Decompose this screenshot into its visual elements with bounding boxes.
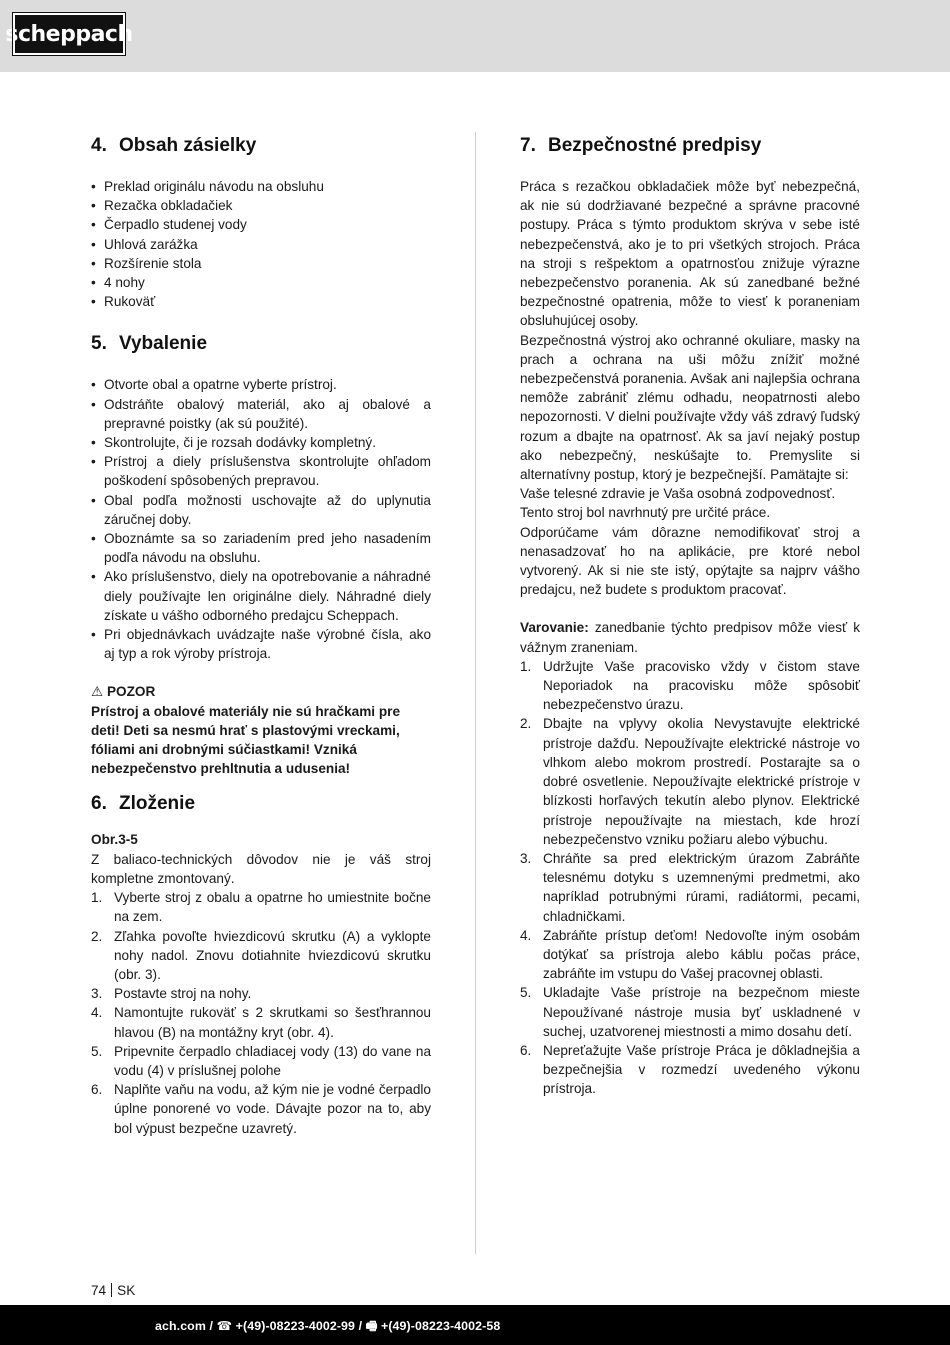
list-item: 4. Zabráňte prístup deťom! Nedovoľte iným osobám dotýkať sa prístroja alebo káblu počas práce, zabráňte im vstupu do Vašej pracovnej oblasti. bbox=[520, 927, 860, 982]
list-item: 6. Nepreťažujte Vaše prístroje Práca je dôkladnejšia a bezpečnejšia v rozmedzí uvedeného výkonu prístroja. bbox=[520, 1042, 860, 1097]
list-item: • 4 nohy bbox=[91, 273, 431, 292]
section-4-heading: 4. Obsah zásielky bbox=[91, 135, 257, 156]
delivery-list bbox=[91, 177, 431, 311]
page-footer bbox=[0, 1305, 950, 1345]
warning-block bbox=[91, 682, 431, 778]
figure-reference: Obr.3-5 bbox=[91, 832, 138, 848]
list-item: • Uhlová zarážka bbox=[91, 235, 431, 254]
paragraph: Tento stroj bol navrhnutý pre určité práce. bbox=[520, 505, 771, 521]
list-item: • Skontrolujte, či je rozsah dodávky kompletný. bbox=[91, 433, 431, 452]
page-number: 74 SK bbox=[91, 1283, 136, 1298]
list-item: 5. Pripevnite čerpadlo chladiacej vody (13) do vane na vodu (4) v príslušnej polohe bbox=[91, 1043, 431, 1078]
list-item: 2. Dbajte na vplyvy okolia Nevystavujte elektrické prístroje dažďu. Nepoužívajte elektrické nástroje vo vlhkom alebo mokrom prostredí. Postarajte sa o dobré osvetlenie. Nepoužívajte elektrické prístroje v blízkosti horľavých tekutín alebo plynov. Elektrické prístroje nepoužívajte na miestach, kde hrozí nebezpečenstvo vzniku požiaru alebo výbuchu. bbox=[520, 716, 860, 847]
safety-steps bbox=[520, 657, 860, 1099]
warning-text: Prístroj a obalové materiály nie sú hračkami pre deti! Deti sa nesmú hrať s plastovými vreckami, fóliami ani drobnými súčiastkami! Vzniká nebezpečenstvo prehltnutia a udusenia! bbox=[91, 703, 401, 777]
list-item: • Rozšírenie stola bbox=[91, 254, 431, 273]
list-item: 2. Zľahka povoľte hviezdicovú skrutku (A) a vyklopte nohy nadol. Znovu dotiahnite hviezdicovú skrutku (obr. 3). bbox=[91, 928, 431, 982]
list-item: • Oboznámte sa so zariadením pred jeho nasadením podľa návodu na obsluhu. bbox=[91, 529, 431, 567]
list-item: • Preklad originálu návodu na obsluhu bbox=[91, 177, 431, 196]
list-item: • Otvorte obal a opatrne vyberte prístroj. bbox=[91, 375, 431, 394]
warning-paragraph: Varovanie: zanedbanie týchto predpisov môže viesť k vážnym zraneniam. bbox=[520, 620, 860, 655]
assembly-intro: Z baliaco-technických dôvodov nie je váš stroj kompletne zmontovaný. bbox=[91, 851, 431, 886]
list-item: 4. Namontujte rukoväť s 2 skrutkami so šesťhrannou hlavou (B) na montážny kryt (obr. 4). bbox=[91, 1005, 431, 1040]
warning-triangle-icon: ⚠ bbox=[91, 684, 104, 700]
left-column bbox=[91, 132, 431, 1138]
list-item: • Čerpadlo studenej vody bbox=[91, 215, 431, 234]
list-item: 1. Udržujte Vaše pracovisko vždy v čistom stave Neporiadok na pracovisku môže spôsobiť nebezpečenstvo úrazu. bbox=[520, 658, 860, 713]
list-item: • Prístroj a diely príslušenstva skontrolujte ohľadom poškodení spôsobených prepravou. bbox=[91, 452, 431, 490]
right-column bbox=[520, 132, 860, 1099]
unpacking-list bbox=[91, 375, 431, 663]
section-6-heading: 6. Zloženie bbox=[91, 793, 196, 815]
list-item: 1. Vyberte stroj z obalu a opatrne ho umiestnite bočne na zem. bbox=[91, 890, 431, 925]
list-item: 3. Postavte stroj na nohy. bbox=[91, 986, 252, 1002]
section-7-heading: 7. Bezpečnostné predpisy bbox=[520, 135, 762, 156]
safety-paragraphs bbox=[520, 177, 860, 599]
list-item: 5. Ukladajte Vaše prístroje na bezpečnom mieste Nepoužívané nástroje musia byť uskladnené v suchej, uzatvorenej miestnosti a mimo dosahu detí. bbox=[520, 985, 860, 1039]
paragraph: Vaše telesné zdravie je Vaša osobná zodpovednosť. bbox=[520, 486, 836, 502]
section-5-heading: 5. Vybalenie bbox=[91, 333, 208, 355]
paragraph: Bezpečnostná výstroj ako ochranné okuliare, masky na prach a ochrana na uši môžu znížiť možné nebezpečenstvá poranenia. Avšak ani najlepšia ochrana nemôže zabrániť zlému odhadu, neopatrnosti alebo nepozornosti. V dielni používajte vždy váš zdravý ľudský rozum a dbajte na opatrnosť. Ak sa javí nejaký postup ako nebezpečný, neskúšajte to. Premyslite si alternatívny postup, ktorý je bezpečnejší. Pamätajte si: bbox=[520, 332, 860, 483]
page-header bbox=[0, 0, 950, 72]
paragraph: Práca s rezačkou obkladačiek môže byť nebezpečná, ak nie sú dodržiavané bezpečné a správne pracovné postupy. Práca s týmto produktom skrýva v sebe isté nebezpečenstvá, ako je to pri všetkých strojoch. Práca na stroji s rešpektom a opatrnosťou znižuje výrazne nebezpečenstvo poranenia. Ak sú zanedbané bežné bezpečnostné opatrenia, môže to viesť k poraneniam obsluhujúcej osoby. bbox=[520, 179, 860, 329]
paragraph: Odporúčame vám dôrazne nemodifikovať stroj a nenasadzovať ho na aplikácie, pre ktoré nebol vytvorený. Ak si nie ste istý, opýtajte sa najprv vášho predajcu, než budete s produktom pracovať. bbox=[520, 524, 860, 598]
list-item: • Obal podľa možnosti uschovajte až do uplynutia záručnej doby. bbox=[91, 491, 431, 529]
list-item: • Pri objednávkach uvádzajte naše výrobné čísla, ako aj typ a rok výroby prístroja. bbox=[91, 625, 431, 663]
column-divider bbox=[475, 132, 476, 1254]
footer-contact: ach.com / ☎ +(49)-08223-4002-99 / 🖷 +(49)-08223-4002-58 bbox=[155, 1319, 501, 1333]
list-item: 6. Naplňte vaňu na vodu, až kým nie je vodné čerpadlo úplne ponorené vo vode. Dávajte pozor na to, aby bol výpust bezpečne uzavretý. bbox=[91, 1082, 431, 1136]
list-item: • Odstráňte obalový materiál, ako aj obalové a prepravné poistky (ak sú použité). bbox=[91, 395, 431, 433]
list-item: 3. Chráňte sa pred elektrickým úrazom Zabráňte telesnému dotyku s uzemnenými predmetmi, ako napríklad potrubnými rúrami, radiátormi, pecami, chladničkami. bbox=[520, 850, 860, 924]
list-item: • Rezačka obkladačiek bbox=[91, 196, 431, 215]
list-item: • Ako príslušenstvo, diely na opotrebovanie a náhradné diely používajte len originálne diely. Náhradné diely získate u vášho odborného predajcu Scheppach. bbox=[91, 567, 431, 625]
list-item: • Rukoväť bbox=[91, 292, 431, 311]
warning-heading: ⚠ POZOR bbox=[91, 684, 156, 700]
assembly-steps bbox=[91, 888, 431, 1138]
brand-logo: scheppach bbox=[13, 13, 125, 55]
